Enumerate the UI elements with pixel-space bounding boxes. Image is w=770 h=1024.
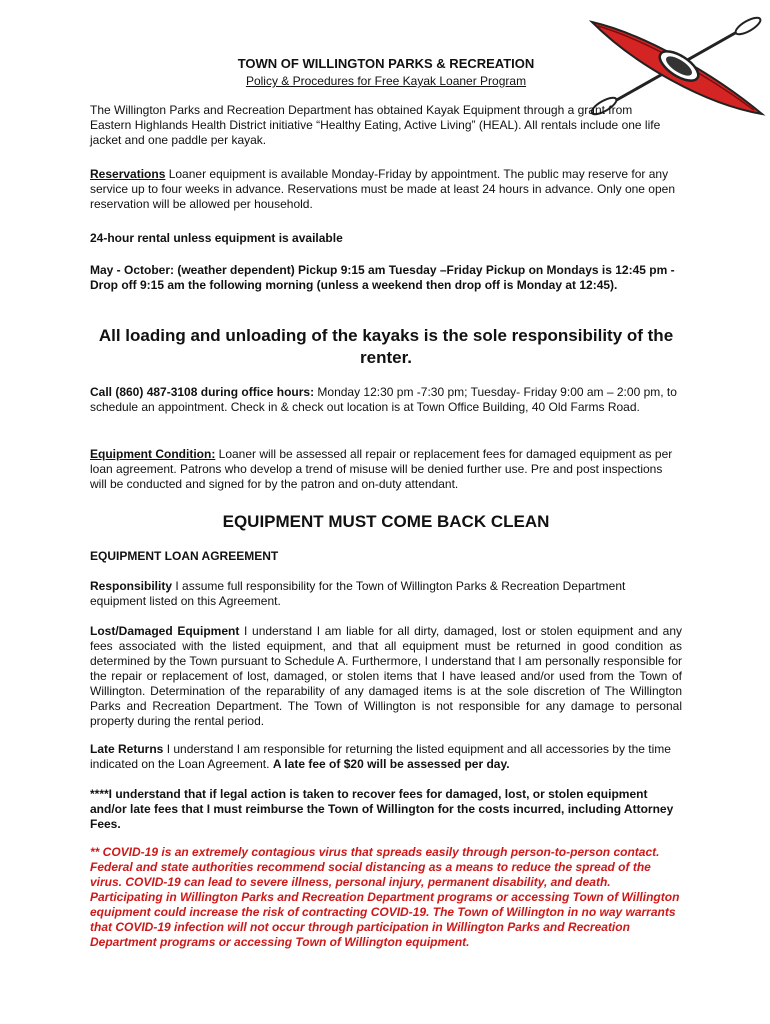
- call-label: Call (860) 487-3108 during office hours:: [90, 385, 315, 399]
- lost-damaged-text: I understand I am liable for all dirty, damaged, lost or stolen equipment and any fees associated with the listed equipment, and that all equipment must be returned in good condition as determined by the Town pursuant to Schedule A. Furthermore, I understand that I am personally responsible for the repair or replacement of lost, damaged, or stolen items that I have leased and/or used from the Town of Willington. Determination of the reparability of any damaged items is at the sole discretion of The Willington Parks and Recreation Department. The Town of Willington is not responsible for any damage to personal property during the rental period.: [90, 624, 683, 728]
- reservations-text: Loaner equipment is available Monday-Friday by appointment. The public may reserve for any service up to four weeks in advance. Reservations must be made at least 24 hours in advance. Only one open reservation will be allowed per household.: [90, 167, 675, 211]
- equipment-condition-paragraph: [90, 447, 682, 492]
- rental-note: 24-hour rental unless equipment is available: [90, 231, 343, 245]
- late-returns-label: Late Returns: [90, 742, 164, 756]
- page-title: TOWN OF WILLINGTON PARKS & RECREATION: [237, 56, 535, 71]
- responsibility-paragraph: [90, 579, 682, 609]
- loading-notice: All loading and unloading of the kayaks is the sole responsibility of the renter.: [98, 326, 674, 367]
- lost-damaged-label: Lost/Damaged Equipment: [90, 624, 240, 638]
- late-fee-text: A late fee of $20 will be assessed per day.: [272, 757, 510, 771]
- reservations-label: Reservations: [90, 167, 166, 181]
- equipment-condition-text: Loaner will be assessed all repair or replacement fees for damaged equipment as per loan agreement. Patrons who develop a trend of misuse will be denied further use. Pre and post inspections will be conducted and signed for by the patron and on-duty attendant.: [90, 447, 673, 491]
- legal-action-paragraph: ****I understand that if legal action is taken to recover fees for damaged, lost, or stolen equipment and/or late fees that I must reimburse the Town of Willington for the costs incurred, including Attorney Fees.: [90, 787, 674, 831]
- page-subtitle: Policy & Procedures for Free Kayak Loaner Program: [245, 74, 527, 88]
- agreement-heading: EQUIPMENT LOAN AGREEMENT: [90, 549, 279, 563]
- covid-warning: ** COVID-19 is an extremely contagious virus that spreads easily through person-to-person contact. Federal and state authorities recommend social distancing as a means to reduce the spread of the virus. COVID-19 can lead to severe illness, personal injury, permanent disability, and death. Participating in Willington Parks and Recreation Department programs or accessing Town of Willington equipment could increase the risk of contracting COVID-19. The Town of Willington in no way warrants that COVID-19 infection will not occur through participation in Willington Parks and Recreation Department programs or accessing Town of Willington equipment.: [90, 845, 680, 949]
- equipment-condition-label: Equipment Condition:: [90, 447, 216, 461]
- reservations-paragraph: [90, 167, 682, 212]
- responsibility-text: I assume full responsibility for the Town of Willington Parks & Recreation Department equipment listed on this Agreement.: [90, 579, 626, 608]
- late-returns-text: I understand I am responsible for returning the listed equipment and all accessories by the time indicated on the Loan Agreement.: [90, 742, 671, 771]
- schedule-paragraph: May - October: (weather dependent) Pickup 9:15 am Tuesday –Friday Pickup on Mondays is 12:45 pm - Drop off 9:15 am the following morning (unless a weekend then drop off is Monday at 12:45).: [90, 263, 675, 292]
- lost-damaged-paragraph: [90, 624, 682, 729]
- responsibility-label: Responsibility: [90, 579, 173, 593]
- late-returns-paragraph: [90, 742, 682, 772]
- call-text: Monday 12:30 pm -7:30 pm; Tuesday- Friday 9:00 am – 2:00 pm, to schedule an appointment. Check in & check out location is at Town Office Building, 40 Old Farms Road.: [90, 385, 677, 414]
- call-paragraph: [90, 385, 682, 415]
- clean-notice: EQUIPMENT MUST COME BACK CLEAN: [222, 512, 550, 531]
- intro-paragraph: The Willington Parks and Recreation Department has obtained Kayak Equipment through a grant from Eastern Highlands Health District initiative “Healthy Eating, Active Living” (HEAL). All rentals include one life jacket and one paddle per kayak.: [90, 103, 661, 147]
